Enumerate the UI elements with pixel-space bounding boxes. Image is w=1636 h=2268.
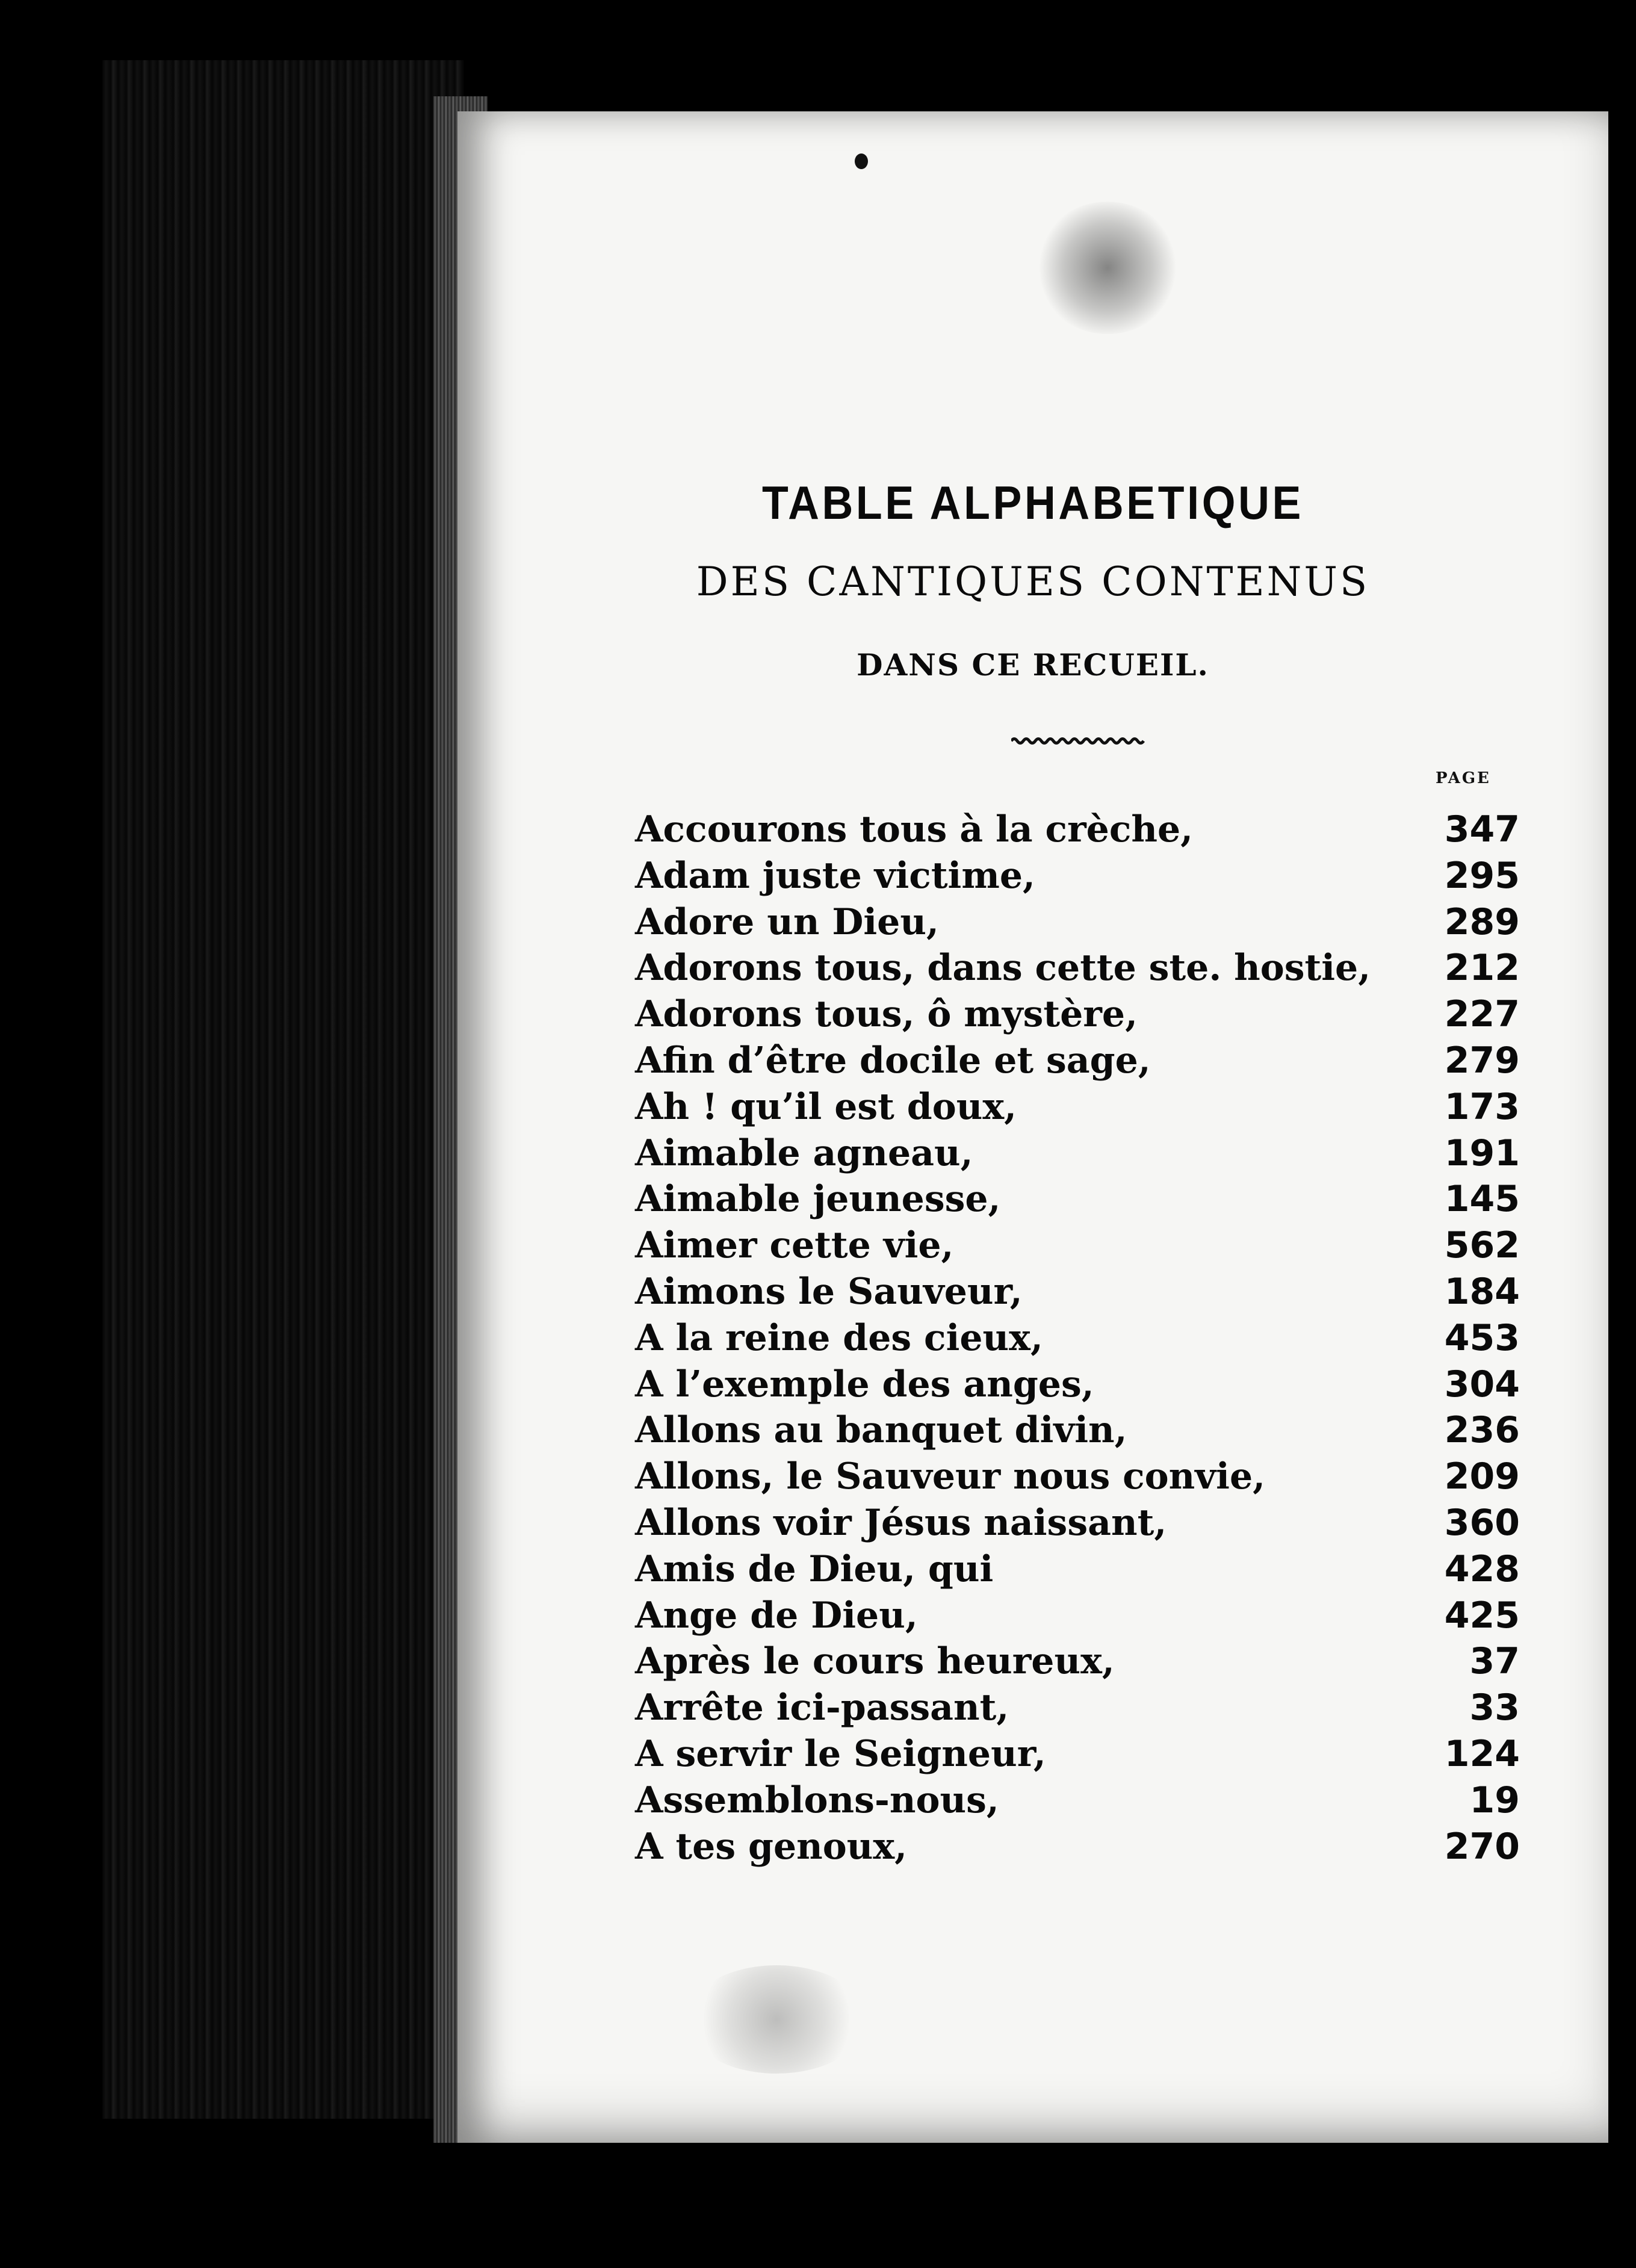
list-item (635, 1084, 1520, 1130)
list-item (635, 1269, 1520, 1315)
entry-title: Adam juste victime, (635, 854, 1035, 897)
page-subtitle: DES CANTIQUES CONTENUS (696, 559, 1370, 605)
page-title: TABLE ALPHABETIQUE (761, 476, 1304, 529)
list-item (635, 991, 1520, 1038)
list-item (635, 1593, 1520, 1639)
entry-title: Allons, le Sauveur nous convie, (635, 1455, 1266, 1498)
entry-page-number: 145 (1444, 1178, 1520, 1221)
entry-page-number: 270 (1444, 1825, 1520, 1868)
entry-page-number: 304 (1444, 1363, 1520, 1405)
entry-page-number: 191 (1444, 1132, 1520, 1174)
ink-smudge-bottom (686, 1965, 867, 2074)
entry-page-number: 124 (1444, 1732, 1520, 1775)
list-item (635, 899, 1520, 946)
table-of-contents (635, 807, 1520, 1870)
list-item (635, 1731, 1520, 1777)
entry-title: Allons voir Jésus naissant, (635, 1501, 1167, 1544)
list-item (635, 1777, 1520, 1824)
ink-dot (855, 153, 868, 169)
list-item (635, 1176, 1520, 1222)
entry-page-number: 33 (1469, 1687, 1520, 1729)
entry-title: A tes genoux, (635, 1825, 908, 1868)
entry-page-number: 289 (1444, 900, 1520, 943)
entry-page-number: 236 (1444, 1409, 1520, 1452)
entry-title: A la reine des cieux, (635, 1316, 1043, 1359)
entry-page-number: 425 (1444, 1594, 1520, 1637)
entry-title: Aimable jeunesse, (635, 1178, 1001, 1221)
entry-title: Adorons tous, dans cette ste. hostie, (635, 947, 1371, 990)
list-item (635, 853, 1520, 899)
ornament-rule (1011, 736, 1147, 746)
book-binding (102, 60, 463, 2119)
entry-page-number: 347 (1444, 808, 1520, 850)
page-column-header: PAGE (1436, 769, 1491, 787)
entry-title: Aimable agneau, (635, 1132, 973, 1174)
entry-title: Ange de Dieu, (635, 1594, 918, 1637)
list-item (635, 1407, 1520, 1454)
entry-title: Amis de Dieu, qui (635, 1548, 994, 1590)
entry-title: Ah ! qu’il est doux, (635, 1085, 1017, 1128)
ink-smudge (1035, 202, 1180, 334)
entry-title: Adore un Dieu, (635, 900, 939, 943)
entry-title: Accourons tous à la crèche, (635, 808, 1194, 850)
entry-page-number: 562 (1444, 1224, 1520, 1267)
entry-page-number: 428 (1444, 1548, 1520, 1590)
list-item (635, 1454, 1520, 1500)
entry-title: A l’exemple des anges, (635, 1363, 1094, 1405)
list-item (635, 1038, 1520, 1084)
entry-title: Après le cours heureux, (635, 1640, 1115, 1683)
list-item (635, 1546, 1520, 1593)
entry-title: Aimons le Sauveur, (635, 1270, 1023, 1313)
entry-title: Allons au banquet divin, (635, 1409, 1127, 1452)
list-item (635, 1638, 1520, 1685)
entry-page-number: 453 (1444, 1316, 1520, 1359)
entry-title: Arrête ici-passant, (635, 1687, 1009, 1729)
entry-page-number: 212 (1444, 947, 1520, 990)
entry-title: Afin d’être docile et sage, (635, 1039, 1151, 1082)
list-item (635, 1222, 1520, 1269)
list-item (635, 945, 1520, 991)
list-item (635, 1130, 1520, 1177)
entry-page-number: 227 (1444, 993, 1520, 1036)
list-item (635, 807, 1520, 853)
entry-title: A servir le Seigneur, (635, 1732, 1046, 1775)
entry-page-number: 184 (1444, 1270, 1520, 1313)
entry-page-number: 19 (1469, 1779, 1520, 1821)
entry-title: Assemblons-nous, (635, 1779, 999, 1821)
entry-page-number: 295 (1444, 854, 1520, 897)
page-subtitle-2: DANS CE RECUEIL. (857, 647, 1209, 683)
list-item (635, 1685, 1520, 1731)
entry-title: Adorons tous, ô mystère, (635, 993, 1138, 1036)
entry-page-number: 360 (1444, 1501, 1520, 1544)
entry-title: Aimer cette vie, (635, 1224, 954, 1267)
list-item (635, 1362, 1520, 1408)
entry-page-number: 37 (1469, 1640, 1520, 1683)
entry-page-number: 209 (1444, 1455, 1520, 1498)
entry-page-number: 279 (1444, 1039, 1520, 1082)
list-item (635, 1824, 1520, 1870)
list-item (635, 1315, 1520, 1362)
entry-page-number: 173 (1444, 1085, 1520, 1128)
list-item (635, 1500, 1520, 1546)
